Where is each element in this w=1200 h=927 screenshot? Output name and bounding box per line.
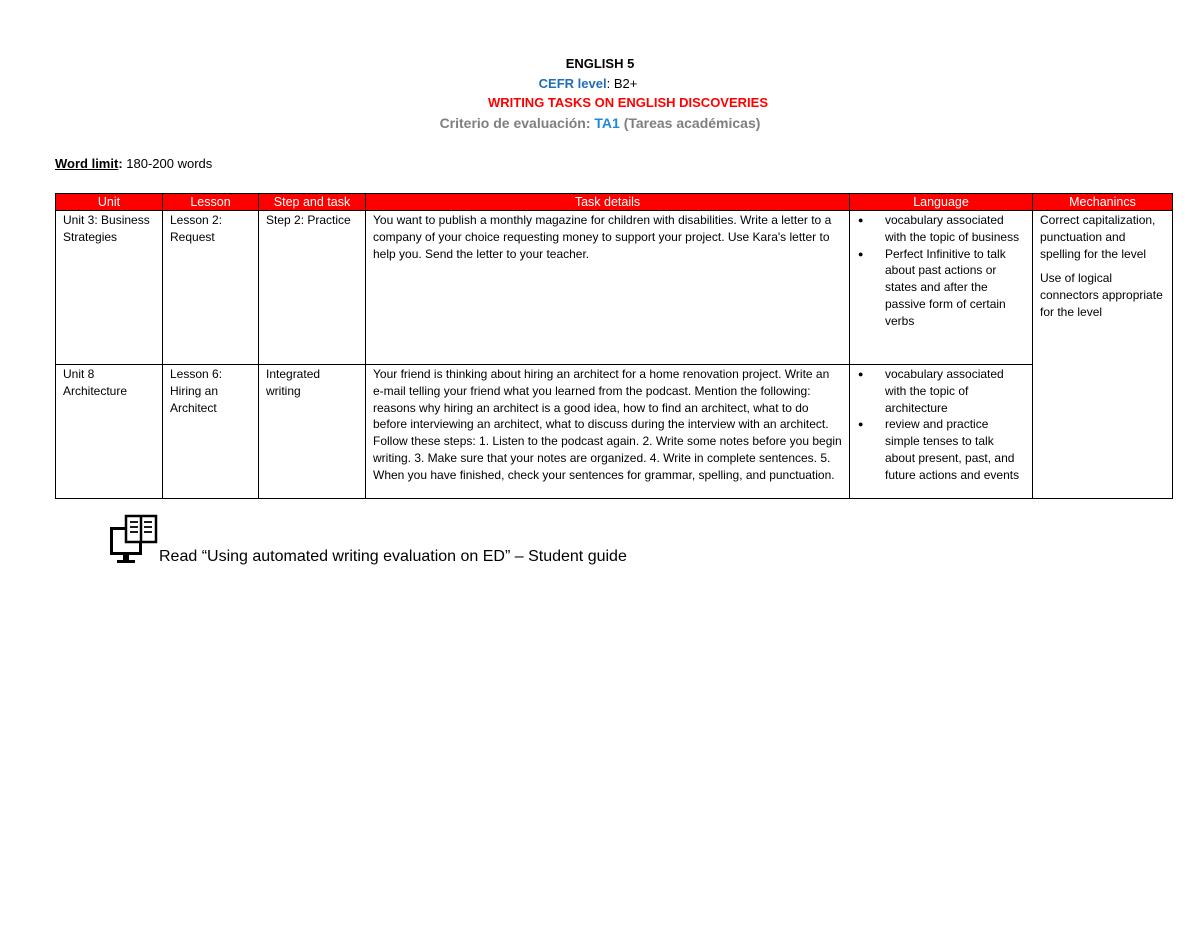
language-list	[857, 212, 1025, 330]
cell-step: Integrated writing	[259, 365, 366, 499]
word-limit-label: Word limit	[55, 156, 119, 171]
writing-tasks-title: WRITING TASKS ON ENGLISH DISCOVERIES	[487, 95, 768, 110]
cell-unit: Unit 8 Architecture	[56, 365, 163, 499]
cell-lesson: Lesson 2: Request	[163, 211, 259, 365]
language-item: ● vocabulary associated with the topic of architecture	[857, 366, 1025, 416]
language-list	[857, 366, 1025, 484]
criterio-description: (Tareas académicas)	[619, 115, 761, 131]
word-limit	[55, 156, 212, 171]
cell-step: Step 2: Practice	[259, 211, 366, 365]
word-limit-colon: :	[118, 156, 123, 171]
mechanics-item: Correct capitalization, punctuation and spelling for the level	[1040, 213, 1156, 261]
language-item: ● vocabulary associated with the topic of business	[857, 212, 1025, 246]
reading-note-text: Read “Using automated writing evaluation on ED” – Student guide	[159, 548, 627, 565]
cell-task-details: Your friend is thinking about hiring an architect for a home renovation project. Write an e-mail telling your friend what you learned from the podcast. Mention the following: reasons why hiring an architect is a good idea, how to find an architect, what to do before interviewing an architect, what to discuss during the interview with an architect. Follow these steps: 1. Listen to the podcast again. 2. Write some notes before you begin writing. 3. Make sure that your notes are organized. 4. Write in complete sentences. 5. When you have finished, check your sentences for grammar, spelling, and punctuation.	[366, 365, 850, 499]
header-language: Language	[850, 194, 1033, 211]
criterio-label: Criterio de evaluación:	[439, 115, 595, 131]
header-lesson: Lesson	[163, 194, 259, 211]
writing-tasks-table	[55, 193, 1173, 499]
header-unit: Unit	[56, 194, 163, 211]
cell-task-details: You want to publish a monthly magazine for children with disabilities. Write a letter to a company of your choice requesting money to support your project. Use Kara's letter to help you. Send the letter to your teacher.	[366, 211, 850, 365]
cell-mechanics	[1033, 211, 1173, 499]
cell-language	[850, 211, 1033, 365]
language-item: ● Perfect Infinitive to talk about past actions or states and after the passive form of certain verbs	[857, 246, 1025, 330]
cefr-level-value: : B2+	[606, 76, 638, 91]
language-item: ● review and practice simple tenses to talk about present, past, and future actions and events	[857, 416, 1025, 483]
header-step-and-task: Step and task	[259, 194, 366, 211]
reading-note	[106, 513, 806, 573]
mechanics-item: Use of logical connectors appropriate for the level	[1040, 271, 1163, 319]
computer-book-icon	[106, 513, 158, 565]
word-limit-value: 180-200 words	[122, 156, 213, 171]
criterio-line	[0, 115, 1200, 131]
cell-language	[850, 365, 1033, 499]
criterio-code: TA1	[594, 115, 620, 131]
cefr-level-label: CEFR level	[538, 76, 607, 91]
cell-unit: Unit 3: Business Strategies	[56, 211, 163, 365]
document-title: ENGLISH 5	[565, 56, 635, 71]
table-row	[56, 211, 1173, 365]
table-header-row	[56, 194, 1173, 211]
header-mechanics: Mechanincs	[1033, 194, 1173, 211]
cell-lesson: Lesson 6: Hiring an Architect	[163, 365, 259, 499]
header-task-details: Task details	[366, 194, 850, 211]
table-row	[56, 365, 1173, 499]
cefr-level-line	[0, 76, 1188, 91]
